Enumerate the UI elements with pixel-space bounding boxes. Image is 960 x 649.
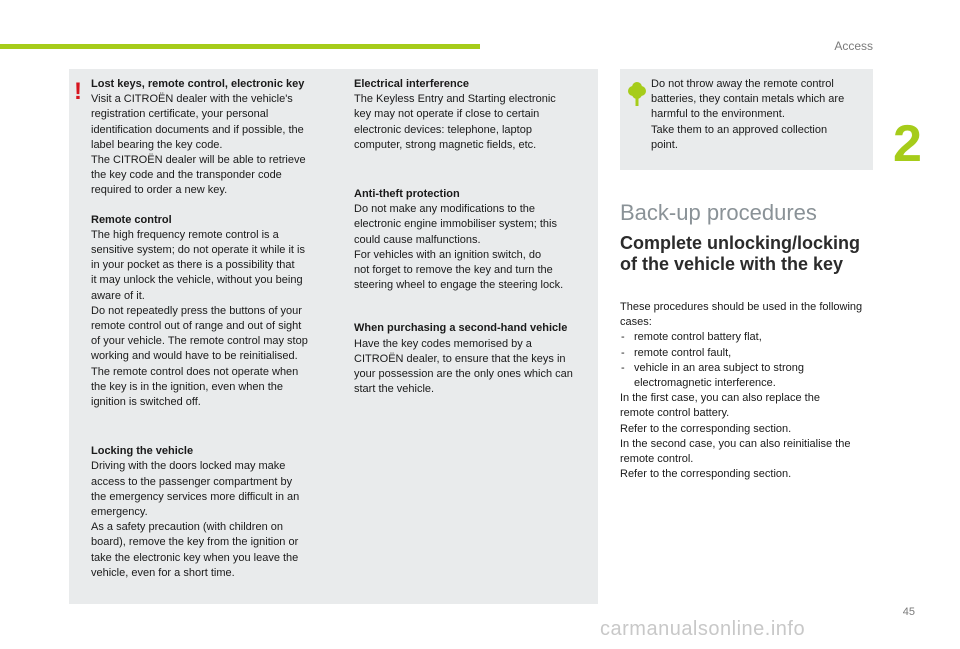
remote-control-title: Remote control (91, 213, 172, 226)
second-hand-title: When purchasing a second-hand vehicle (354, 322, 568, 335)
chapter-number: 2 (893, 115, 922, 173)
remote-control-body: The high frequency remote control is a sensitive system; do not operate it while it is in your pocket as there is a possibility that it may unlock the vehicle, without you being aware of it. Do not repeatedly press the buttons of your remote control out of range and out of sight of your vehicle. The remote control may stop working and would have to be reinitialised. The remote control does not operate when the key is in the ignition, even when the ignition is switched off. (91, 228, 308, 409)
locking-body: Driving with the doors locked may make access to the passenger compartment by the emergency services more difficult in an emergency. As a safety precaution (with children on board), remove the key from the ignition or take the electronic key when you leave the vehicle, even for a short time. (91, 460, 300, 579)
subsection-heading: Complete unlocking/locking of the vehicle with the key (620, 233, 861, 274)
exclamation-icon: ! (74, 78, 82, 105)
warning-column-2 (354, 77, 594, 397)
anti-theft-title: Anti-theft protection (354, 188, 460, 201)
case-list (620, 330, 875, 391)
anti-theft-body: Do not make any modifications to the electronic engine immobiliser system; this could cause malfunctions. For vehicles with an ignition switch, do not forget to remove the key and turn the steering wheel to engage the steering lock. (354, 203, 564, 292)
electrical-interference-body: The Keyless Entry and Starting electronic key may not operate if close to certain electronic devices: telephone, laptop computer, strong magnetic fields, etc. (354, 93, 556, 151)
section-heading: Back-up procedures (620, 200, 817, 225)
watermark: carmanualsonline.info (600, 618, 806, 640)
warning-column-1 (91, 77, 331, 581)
accent-bar (0, 44, 480, 49)
section-label: Access (834, 39, 873, 53)
procedure-intro: These procedures should be used in the following cases: (620, 301, 863, 329)
tree-icon (627, 82, 647, 106)
eco-text: Do not throw away the remote control batteries, they contain metals which are harmful to the environment. Take them to an approved collection point. (651, 78, 845, 151)
procedure-notes: In the first case, you can also replace the remote control battery. Refer to the corresponding section. In the second case, you can also reinitialise the remote control. Refer to the corresponding section. (620, 392, 851, 481)
lost-keys-title: Lost keys, remote control, electronic key (91, 78, 305, 90)
lost-keys-body: Visit a CITROËN dealer with the vehicle's registration certificate, your personal identification documents and if possible, the label bearing the key code. The CITROËN dealer will be able to retrieve the key code and the transponder code required to order a new key. (91, 93, 306, 197)
procedure-text (620, 300, 875, 482)
list-item: - vehicle in an area subject to strong electromagnetic interference. (620, 361, 875, 391)
page-number: 45 (902, 606, 915, 618)
locking-title: Locking the vehicle (91, 445, 194, 458)
list-item: - remote control battery flat, (620, 330, 875, 345)
electrical-interference-title: Electrical interference (354, 78, 469, 90)
list-item: - remote control fault, (620, 346, 875, 361)
second-hand-body: Have the key codes memorised by a CITROËN dealer, to ensure that the keys in your possession are the only ones which can start the vehicle. (354, 337, 573, 396)
